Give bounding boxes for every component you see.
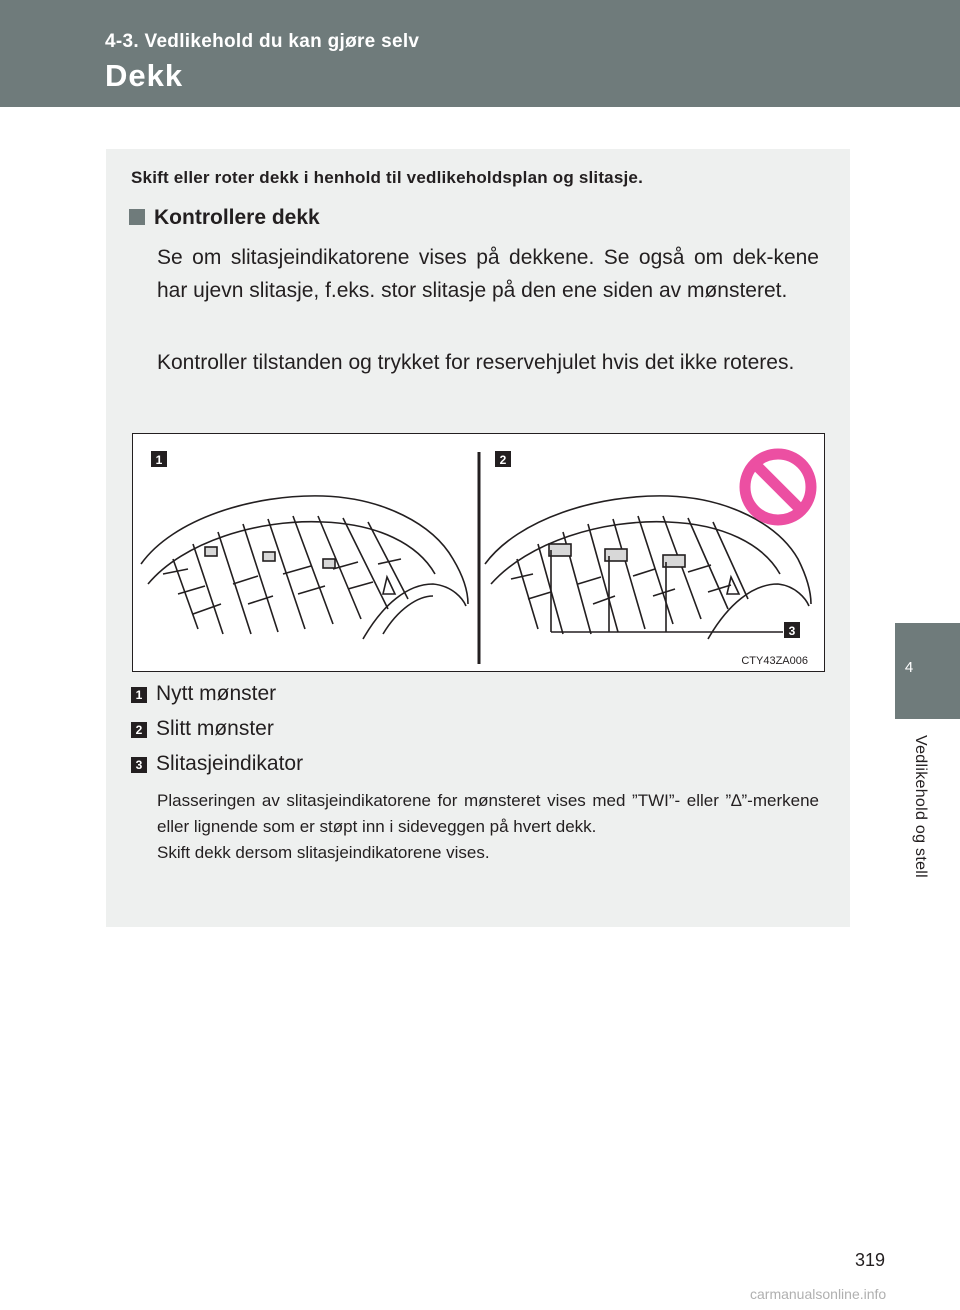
paragraph-2: Kontroller tilstanden og trykket for reservehjulet hvis det ikke roteres. xyxy=(157,351,795,374)
paragraph-1: Se om slitasjeindikatorene vises på dekkene. Se også om dek-kene har ujevn slitasje, f.eks. stor slitasje på den ene siden av mønsteret. xyxy=(157,246,819,302)
page-title: Dekk xyxy=(105,58,184,93)
watermark: carmanualsonline.info xyxy=(750,1286,887,1302)
page-number: 319 xyxy=(855,1250,886,1270)
page-header xyxy=(0,0,960,107)
section-title: 4-3. Vedlikehold du kan gjøre selv xyxy=(105,31,420,52)
chapter-label: Vedlikehold og stell xyxy=(912,735,929,878)
chapter-tab[interactable] xyxy=(895,623,960,719)
figure-code: CTY43ZA006 xyxy=(741,655,808,667)
legend-badge-1: 1 xyxy=(131,687,147,703)
indicator-note xyxy=(157,788,819,866)
note-line-2: Skift dekk dersom slitasjeindikatorene vises. xyxy=(157,843,490,862)
legend-item-1 xyxy=(131,681,276,707)
figure-label-1: 1 xyxy=(155,453,163,467)
new-tread-tire xyxy=(141,496,468,639)
legend-text-1: Nytt mønster xyxy=(156,682,277,705)
chapter-number: 4 xyxy=(904,659,914,676)
prohibition-icon xyxy=(745,454,811,520)
legend-text-2: Slitt mønster xyxy=(156,717,274,740)
note-line-1: Plasseringen av slitasjeindikatorene for mønsteret vises med ”TWI”- eller ”∆”-merkene eller lignende som er støpt inn i sideveggen på hvert dekk. xyxy=(157,791,819,836)
intro-text: Skift eller roter dekk i henhold til vedlikeholdsplan og slitasje. xyxy=(131,168,643,187)
square-bullet-icon xyxy=(129,209,145,225)
figure-label-2: 2 xyxy=(499,453,507,467)
figure-label-3: 3 xyxy=(788,624,796,638)
legend-badge-2: 2 xyxy=(131,722,147,738)
subheading xyxy=(129,206,320,230)
legend-item-2 xyxy=(131,716,274,742)
subheading-text: Kontrollere dekk xyxy=(154,206,320,229)
tire-illustration xyxy=(132,433,825,672)
legend-badge-3: 3 xyxy=(131,757,147,773)
legend-text-3: Slitasjeindikator xyxy=(156,752,304,775)
legend-item-3 xyxy=(131,751,303,777)
